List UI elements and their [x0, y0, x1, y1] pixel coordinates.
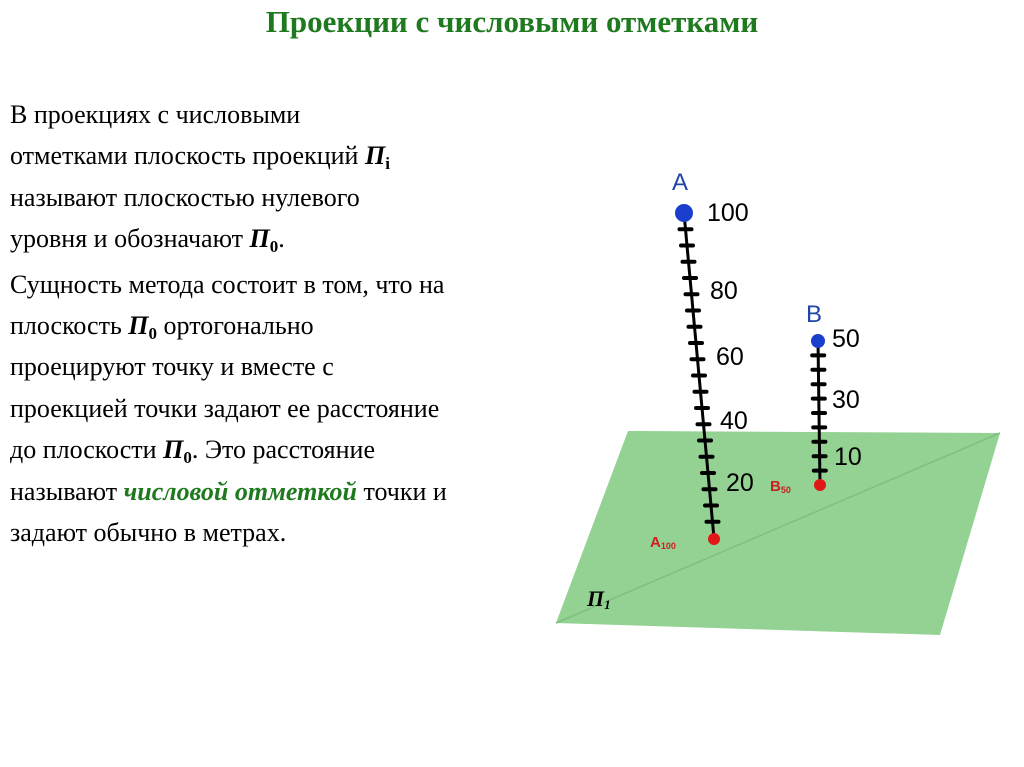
- point-a: [675, 204, 693, 222]
- scale-a-label-40: 40: [720, 407, 748, 435]
- projection-b: [814, 479, 826, 491]
- scale-a-label-20: 20: [726, 469, 754, 497]
- slide-title: Проекции с числовыми отметками: [265, 4, 759, 39]
- paragraph-2: Сущность метода состоит в том, что на плоскость $П_0$ ортогонально проецируют точку и вместе с проекцией точки задают ее расстояние до плоскости $П_0$. Это расстояние называют числовой отметкой точки и задают обычно в метрах.: [10, 269, 447, 548]
- scale-a-label-60: 60: [716, 343, 744, 371]
- point-b: [811, 334, 825, 348]
- scale-b-label-10: 10: [834, 443, 862, 471]
- symbol-pi-0: $П_0$: [249, 224, 279, 257]
- symbol-pi-i: $П_i$: [364, 141, 390, 174]
- term-numeric-mark: числовой отметкой: [123, 476, 357, 506]
- projection-b-label: B50: [770, 478, 791, 495]
- scale-b-label-30: 30: [832, 386, 860, 414]
- projection-a-label: A100: [650, 534, 676, 551]
- paragraph-1: В проекциях с числовыми отметками плоскость проекций $П_i$ называют плоскостью нулевого уровня и обозначают $П_0$.: [10, 100, 390, 257]
- symbol-pi-0: $П_0$: [163, 435, 192, 468]
- point-b-label: B: [806, 301, 823, 328]
- plane-label: П1: [587, 586, 611, 612]
- scale-a-label-100: 100: [707, 199, 749, 227]
- point-a-label: A: [672, 169, 689, 196]
- scale-a-label-80: 80: [710, 277, 738, 305]
- scale-b-label-50: 50: [832, 325, 860, 353]
- projection-a: [708, 533, 720, 545]
- symbol-pi-0: $П_0$: [128, 311, 158, 344]
